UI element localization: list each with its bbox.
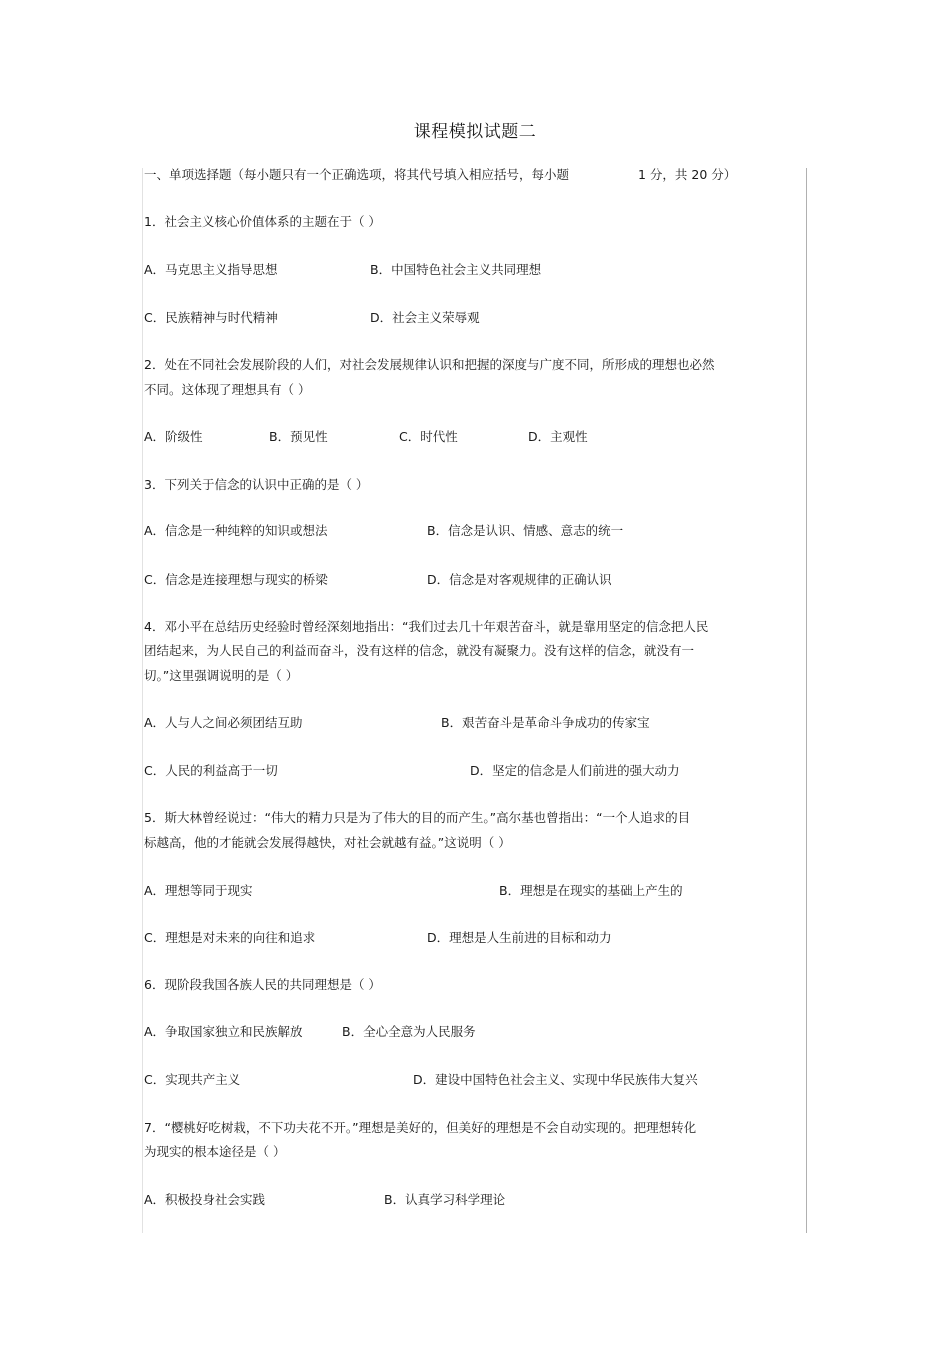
question-2-option-a: A．阶级性 (144, 429, 203, 444)
question-7-stem-line-1: 7．“樱桃好吃树栽，不下功夫花不开。”理想是美好的，但美好的理想是不会自动实现的。把理想转化 (144, 1120, 697, 1135)
question-5-option-b: B．理想是在现实的基础上产生的 (499, 883, 683, 898)
question-7-option-a: A．积极投身社会实践 (144, 1192, 266, 1207)
question-7-option-b: B．认真学习科学理论 (384, 1192, 506, 1207)
question-1-stem: 1．社会主义核心价值体系的主题在于（ ） (144, 214, 381, 229)
question-3-option-d: D．信念是对客观规律的正确认识 (427, 572, 612, 587)
question-3-option-a: A．信念是一种纯粹的知识或想法 (144, 523, 328, 538)
question-3-option-c: C．信念是连接理想与现实的桥梁 (144, 572, 328, 587)
question-1-option-b: B．中国特色社会主义共同理想 (370, 262, 542, 277)
section-heading-points: 1 分，共 20 分） (638, 167, 737, 182)
question-5-option-c: C．理想是对未来的向往和追求 (144, 930, 316, 945)
left-margin-line (142, 168, 143, 1233)
question-4-stem-line-1: 4．邓小平在总结历史经验时曾经深刻地指出：“我们过去几十年艰苦奋斗，就是靠用坚定的信念把人民 (144, 619, 709, 634)
section-heading: 一、单项选择题（每小题只有一个正确选项，将其代号填入相应括号，每小题 (144, 167, 570, 182)
question-5-stem-line-2: 标越高，他的才能就会发展得越快，对社会就越有益。”这说明（ ） (144, 835, 511, 850)
question-4-option-b: B．艰苦奋斗是革命斗争成功的传家宝 (441, 715, 650, 730)
question-7-stem-line-2: 为现实的根本途径是（ ） (144, 1144, 286, 1159)
question-6-option-b: B．全心全意为人民服务 (342, 1024, 476, 1039)
question-5-stem-line-1: 5．斯大林曾经说过：“伟大的精力只是为了伟大的目的而产生。”高尔基也曾指出：“一个人追求的目 (144, 810, 691, 825)
question-6-option-d: D．建设中国特色社会主义、实现中华民族伟大复兴 (413, 1072, 698, 1087)
question-2-stem-line-1: 2．处在不同社会发展阶段的人们，对社会发展规律认识和把握的深度与广度不同，所形成的理想也必然 (144, 357, 715, 372)
question-2-option-d: D．主观性 (528, 429, 588, 444)
question-4-option-d: D．坚定的信念是人们前进的强大动力 (470, 763, 680, 778)
question-6-option-a: A．争取国家独立和民族解放 (144, 1024, 303, 1039)
question-5-option-a: A．理想等同于现实 (144, 883, 253, 898)
right-margin-line (806, 168, 807, 1233)
question-3-option-b: B．信念是认识、情感、意志的统一 (427, 523, 624, 538)
question-6-stem: 6．现阶段我国各族人民的共同理想是（ ） (144, 977, 381, 992)
question-4-option-a: A．人与人之间必须团结互助 (144, 715, 303, 730)
question-2-stem-line-2: 不同。这体现了理想具有（ ） (144, 382, 311, 397)
question-4-option-c: C．人民的利益高于一切 (144, 763, 278, 778)
question-2-option-c: C．时代性 (399, 429, 458, 444)
question-5-option-d: D．理想是人生前进的目标和动力 (427, 930, 612, 945)
question-1-option-c: C．民族精神与时代精神 (144, 310, 278, 325)
question-6-option-c: C．实现共产主义 (144, 1072, 241, 1087)
question-2-option-b: B．预见性 (269, 429, 328, 444)
question-1-option-a: A．马克思主义指导思想 (144, 262, 278, 277)
question-4-stem-line-2: 团结起来，为人民自己的利益而奋斗，没有这样的信念，就没有凝聚力。没有这样的信念，就没有一 (144, 643, 695, 658)
question-4-stem-line-3: 切。”这里强调说明的是（ ） (144, 668, 299, 683)
question-1-option-d: D．社会主义荣辱观 (370, 310, 480, 325)
question-3-stem: 3．下列关于信念的认识中正确的是（ ） (144, 477, 369, 492)
page-title: 课程模拟试题二 (413, 122, 537, 142)
